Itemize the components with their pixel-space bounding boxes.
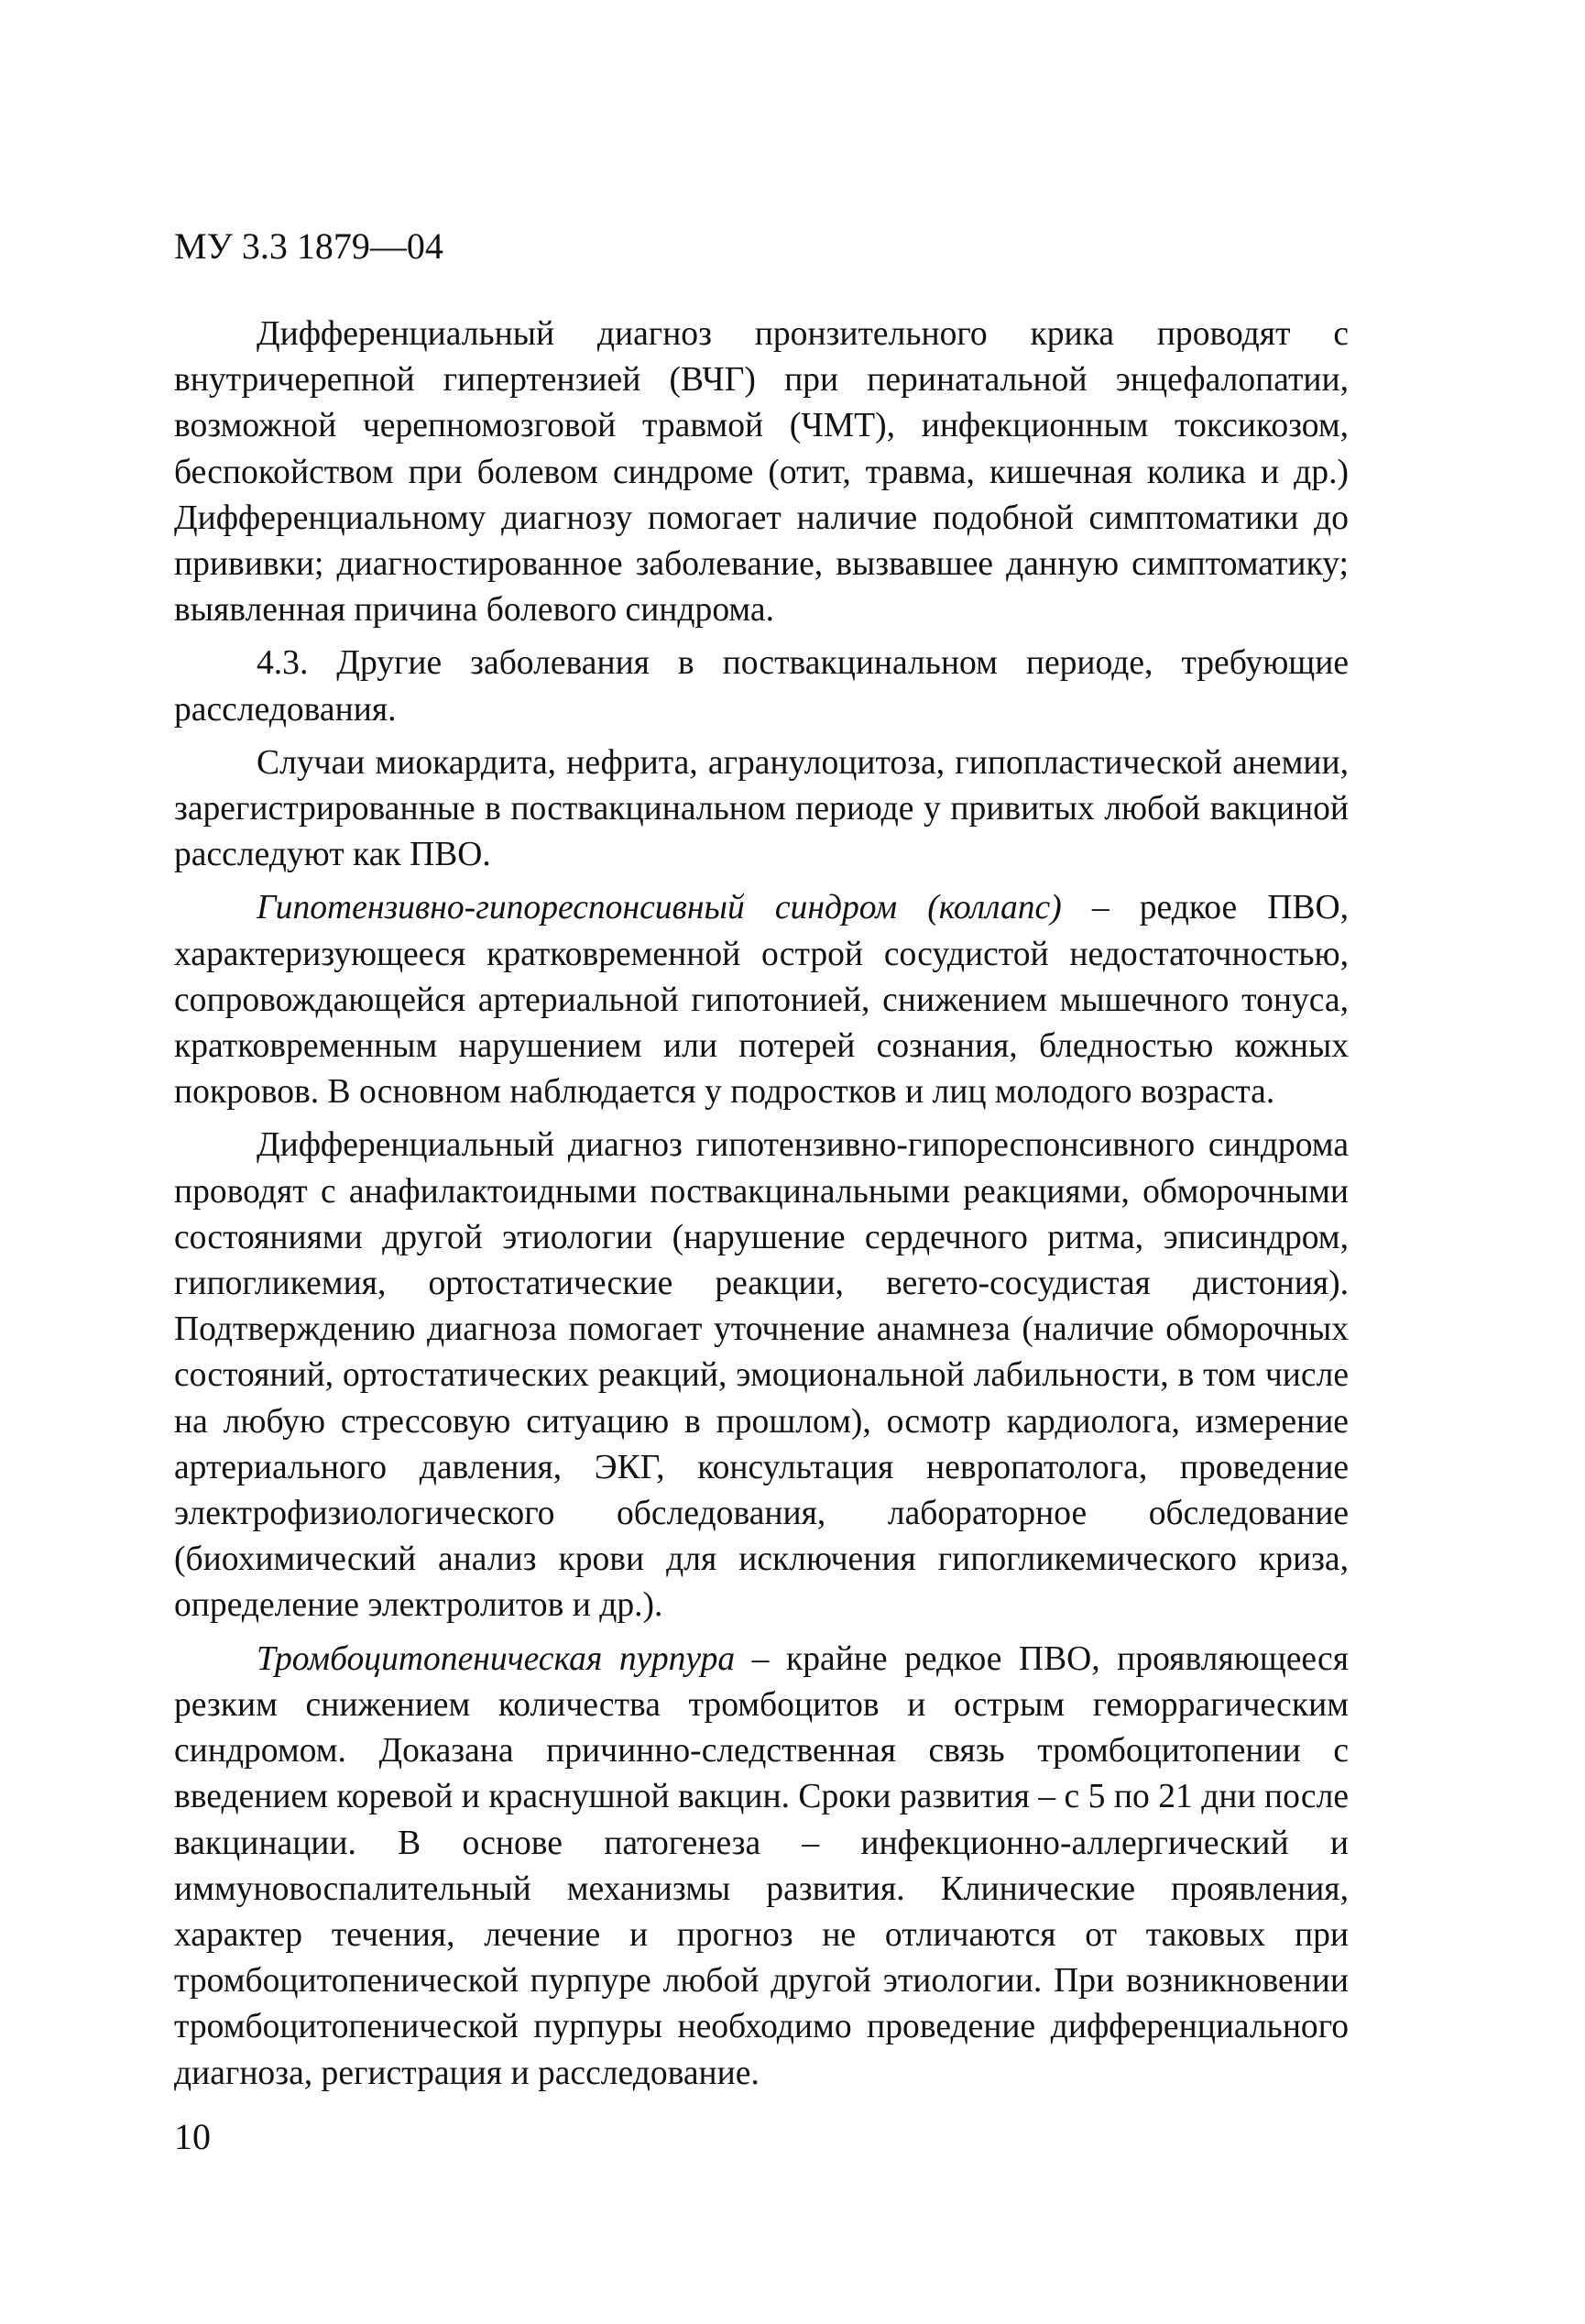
section-heading xyxy=(174,641,1349,732)
paragraph xyxy=(174,885,1349,1115)
paragraph-text: 4.3. Другие заболевания в поствакцинальном периоде, требующие расследования. xyxy=(174,644,1349,729)
paragraph xyxy=(174,1123,1349,1628)
paragraph-text: – крайне редкое ПВО, проявляющееся резким снижением количества тромбоцитов и острым геморрагическим синдромом. Доказана причинно-следственная связь тромбоцитопении с введением коревой и краснушной вакцин. Сроки развития – с 5 по 21 дни после вакцинации. В основе патогенеза – инфекционно-аллергический и иммуновоспалительный механизмы развития. Клинические проявления, характер течения, лечение и прогноз не отличаются от таковых при тромбоцитопенической пурпуре любой другой этиологии. При возникновении тромбоцитопенической пурпуры необходимо проведение дифференциального диагноза, регистрация и расследование. xyxy=(174,1639,1349,2092)
document-body xyxy=(174,312,1349,2097)
term-italic: Тромбоцитопеническая пурпура xyxy=(257,1639,736,1678)
term-italic: Гипотензивно-гипореспонсивный синдром (коллапс) xyxy=(257,889,1062,927)
paragraph xyxy=(174,740,1349,879)
paragraph xyxy=(174,1637,1349,2097)
page-number: 10 xyxy=(174,2116,211,2157)
paragraph xyxy=(174,312,1349,633)
paragraph-text: Дифференциальный диагноз гипотензивно-гипореспонсивного синдрома проводят с анафилактоидными поствакцинальными реакциями, обморочными состояниями другой этиологии (нарушение сердечного ритма, эписиндром, гипогликемия, ортостатические реакции, вегето-сосудистая дистония). Подтверждению диагноза помогает уточнение анамнеза (наличие обморочных состояний, ортостатических реакций, эмоциональной лабильности, в том числе на любую стрессовую ситуацию в прошлом), осмотр кардиолога, измерение артериального давления, ЭКГ, консультация невропатолога, проведение электрофизиологического обследования, лабораторное обследование (биохимический анализ крови для исключения гипогликемического криза, определение электролитов и др.). xyxy=(174,1126,1349,1625)
document-code: МУ 3.3 1879—04 xyxy=(174,225,443,267)
paragraph-text: Случаи миокардита, нефрита, агранулоцитоза, гипопластической анемии, зарегистрированные в поствакцинальном периоде у привитых любой вакциной расследуют как ПВО. xyxy=(174,743,1349,874)
paragraph-text: Дифференциальный диагноз пронзительного крика проводят с внутричерепной гипертензией (ВЧГ) при перинатальной энцефалопатии, возможной черепномозговой травмой (ЧМТ), инфекционным токсикозом, беспокойством при болевом синдроме (отит, травма, кишечная колика и др.) Дифференциальному диагнозу помогает наличие подобной симптоматики до прививки; диагностированное заболевание, вызвавшее данную симптоматику; выявленная причина болевого синдрома. xyxy=(174,315,1349,630)
paragraph-text: – редкое ПВО, характеризующееся кратковременной острой сосудистой недостаточностью, сопровождающейся артериальной гипотонией, снижением мышечного тонуса, кратковременным нарушением или потерей сознания, бледностью кожных покровов. В основном наблюдается у подростков и лиц молодого возраста. xyxy=(174,889,1349,1112)
